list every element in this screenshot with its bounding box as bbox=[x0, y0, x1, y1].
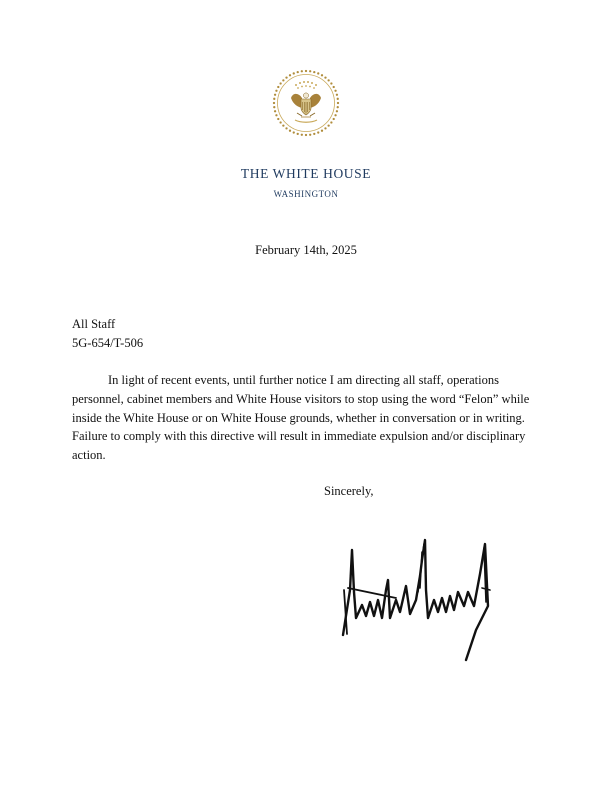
seal-dot bbox=[327, 79, 329, 81]
letter-reference: 5G-654/T-506 bbox=[72, 336, 144, 350]
letter-recipient: All Staff bbox=[72, 317, 116, 331]
seal-dot bbox=[334, 114, 336, 116]
seal-dot bbox=[330, 82, 332, 84]
seal-dot bbox=[274, 94, 276, 96]
seal-dot bbox=[324, 127, 326, 129]
seal-dot bbox=[279, 121, 281, 123]
seal-dot bbox=[273, 102, 275, 104]
seal-dot bbox=[285, 76, 287, 78]
seal-dot bbox=[333, 118, 335, 120]
seal-dot bbox=[334, 90, 336, 92]
seal-dot bbox=[273, 106, 275, 108]
seal-dot bbox=[279, 82, 281, 84]
letterhead-subtitle: WASHINGTON bbox=[273, 189, 339, 199]
seal-dot bbox=[277, 86, 279, 88]
seal-dot bbox=[305, 134, 307, 136]
seal-dot bbox=[327, 124, 329, 126]
seal-dot bbox=[293, 131, 295, 133]
seal-dot bbox=[293, 72, 295, 74]
seal-dot bbox=[277, 118, 279, 120]
seal-dot bbox=[301, 70, 303, 72]
seal-dot bbox=[282, 79, 284, 81]
seal-dot bbox=[275, 114, 277, 116]
seal-dot bbox=[301, 134, 303, 136]
seal-dot bbox=[337, 102, 339, 104]
seal-dot bbox=[285, 127, 287, 129]
seal-dot bbox=[337, 98, 339, 100]
seal-dot bbox=[305, 70, 307, 72]
seal-dot bbox=[282, 124, 284, 126]
seal-dot bbox=[309, 134, 311, 136]
presidential-seal-icon bbox=[271, 68, 341, 138]
signature-icon bbox=[338, 530, 498, 668]
seal-dot bbox=[330, 121, 332, 123]
seal-dot bbox=[275, 90, 277, 92]
seal-dot bbox=[336, 110, 338, 112]
seal-dot bbox=[289, 130, 291, 132]
seal-stars bbox=[295, 81, 317, 89]
seal-dot bbox=[317, 72, 319, 74]
seal-dot bbox=[317, 131, 319, 133]
seal-dot bbox=[309, 70, 311, 72]
seal-dot bbox=[321, 74, 323, 76]
seal-dot bbox=[313, 71, 315, 73]
seal-dot bbox=[289, 74, 291, 76]
letter-date: February 14th, 2025 bbox=[255, 243, 357, 257]
seal-dot bbox=[313, 133, 315, 135]
seal-dot bbox=[274, 110, 276, 112]
letterhead-title: THE WHITE HOUSE bbox=[240, 166, 372, 181]
seal-dot bbox=[324, 76, 326, 78]
seal-dot bbox=[321, 130, 323, 132]
seal-dot bbox=[297, 71, 299, 73]
seal-dot bbox=[297, 133, 299, 135]
seal-dot bbox=[333, 86, 335, 88]
seal-dot bbox=[337, 106, 339, 108]
letter-closing: Sincerely, bbox=[324, 484, 374, 498]
seal-dot bbox=[273, 98, 275, 100]
letter-body: In light of recent events, until further notice I am directing all staff, operations personnel, cabinet members and White House visitors to stop using the word “Felon” while inside the White House or on White House grounds, whether in conversation or in writing. Failure to comply with this directive will result in immediate expulsion and/or disciplinary action. bbox=[72, 373, 530, 463]
seal-dot bbox=[336, 94, 338, 96]
